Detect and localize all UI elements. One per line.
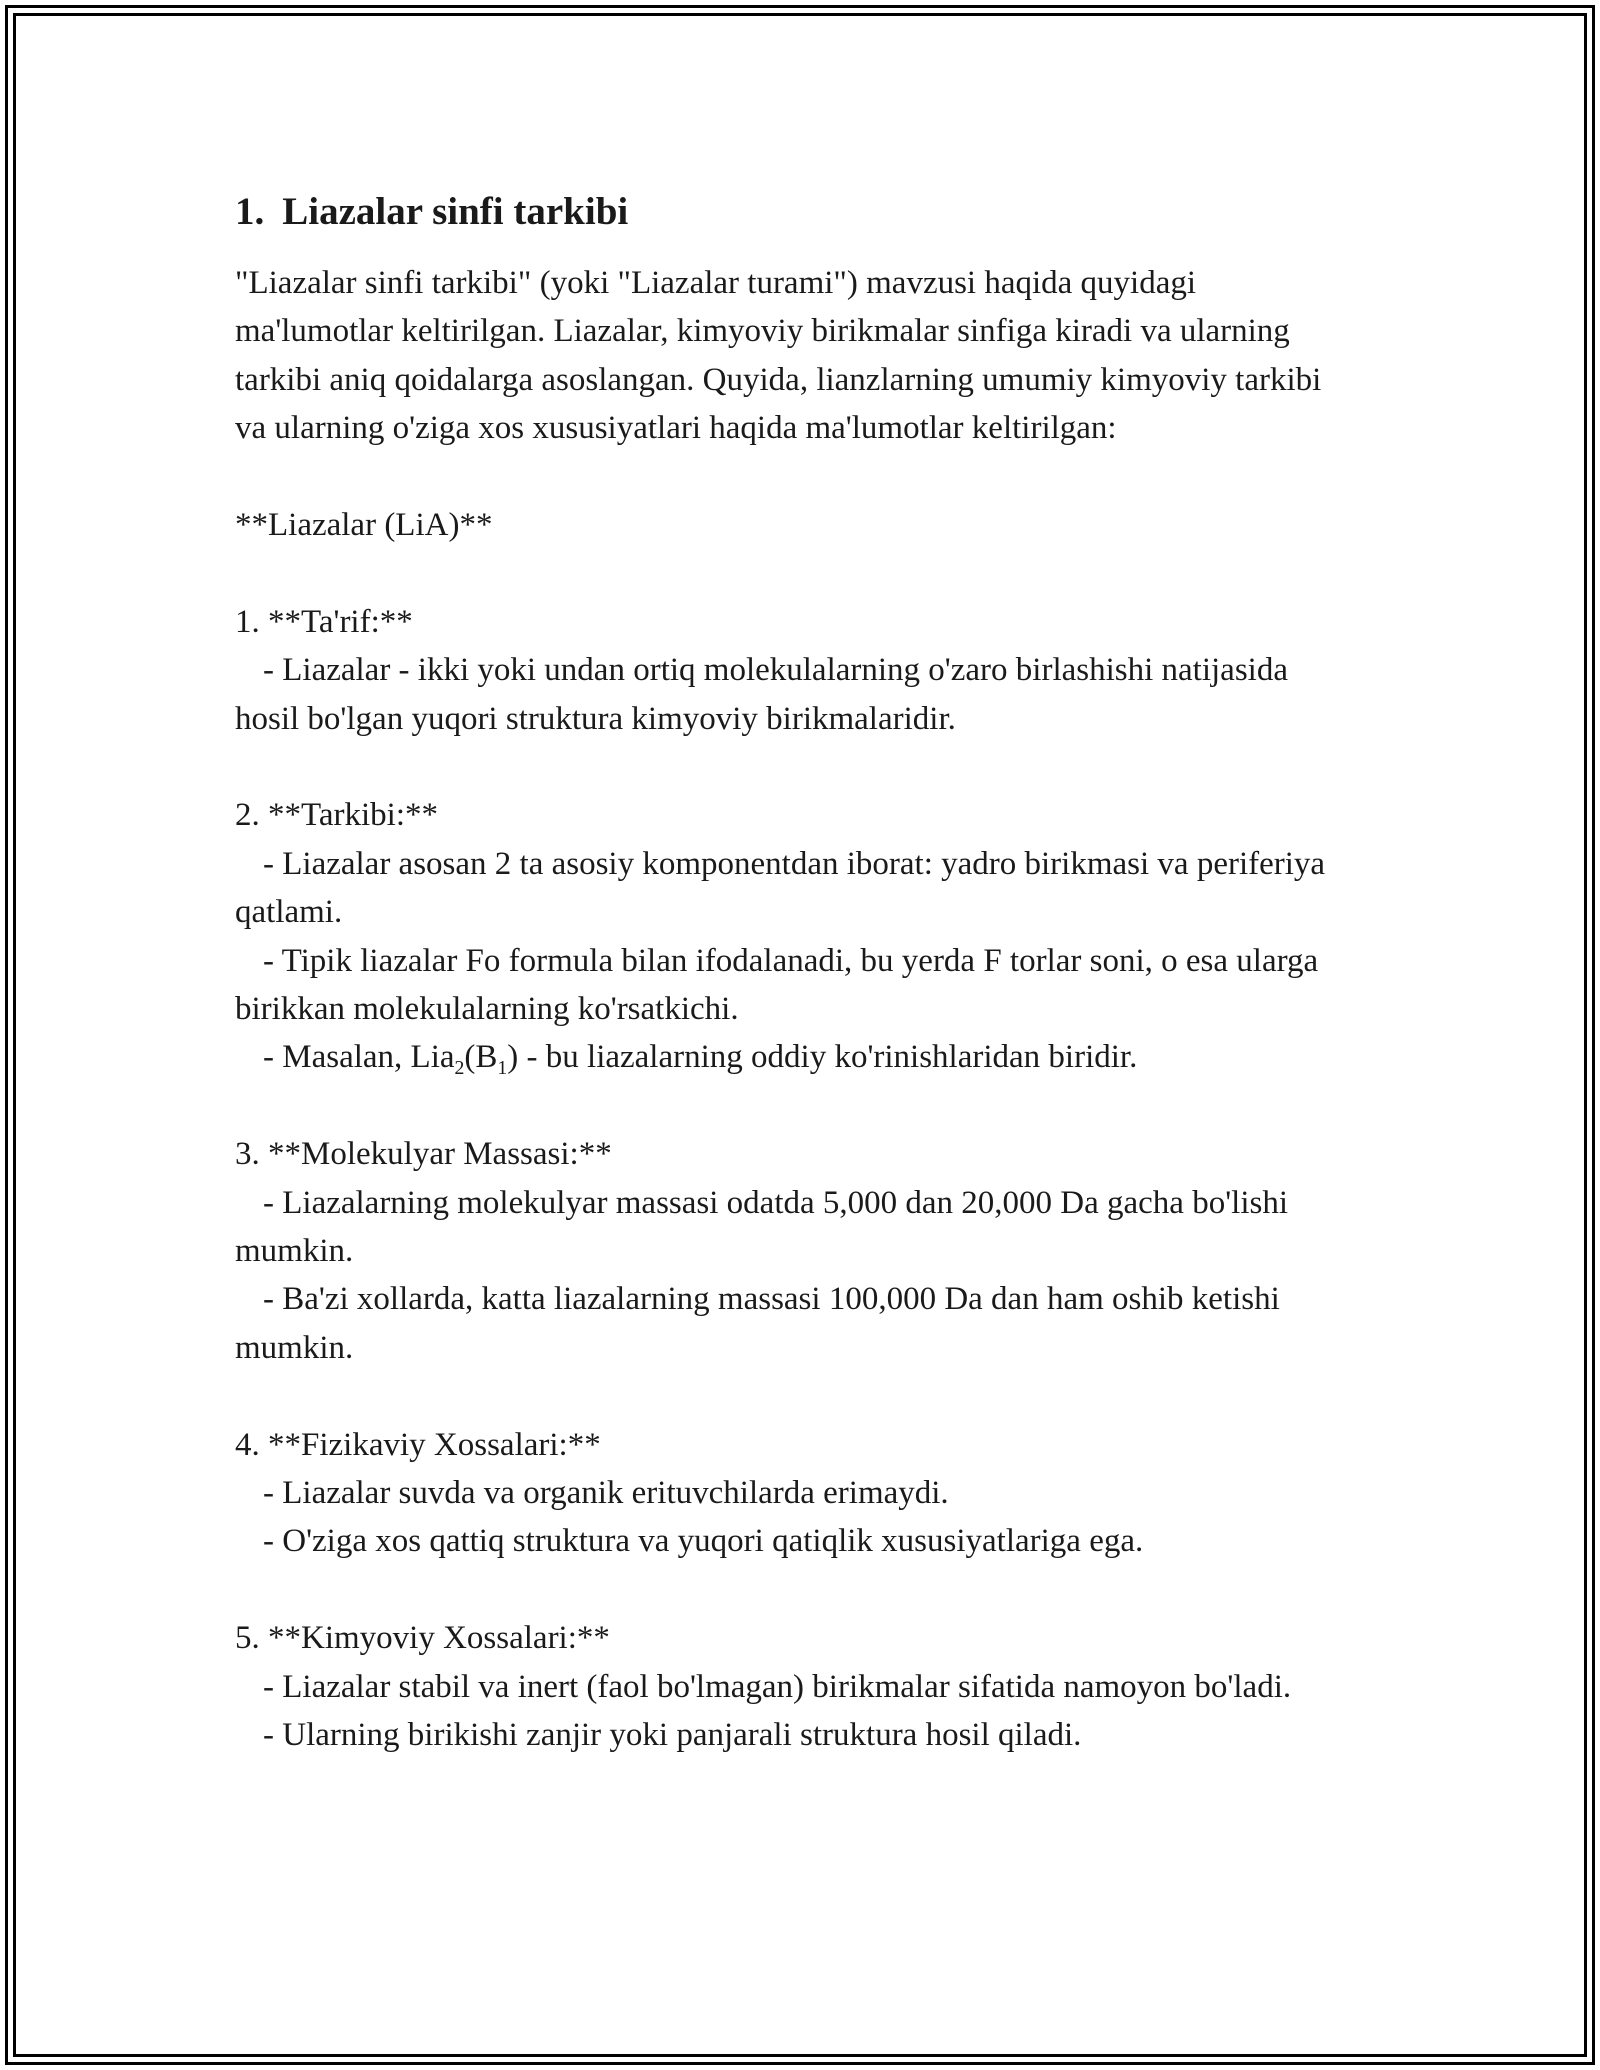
list-item: - Ba'zi xollarda, katta liazalarning massasi 100,000 Da dan ham oshib ketishi mumkin.: [235, 1281, 1280, 1366]
subject-line: **Liazalar (LiA)**: [235, 507, 493, 544]
list-item: - Liazalar suvda va organik erituvchilarda erimaydi.: [263, 1475, 949, 1512]
section-title-composition: 2. **Tarkibi:**: [235, 797, 438, 834]
list-item: - Liazalarning molekulyar massasi odatda 5,000 dan 20,000 Da gacha bo'lishi mumkin.: [235, 1184, 1288, 1270]
list-item: - Tipik liazalar Fo formula bilan ifodalanadi, bu yerda F torlar soni, o esa ularga birikkan molekulalarning ko'rsatkichi.: [235, 942, 1319, 1028]
list-item: - Liazalar asosan 2 ta asosiy komponentdan iborat: yadro birikmasi va periferiya qatlami.: [235, 845, 1326, 931]
section-title-molecular-mass: 3. **Molekulyar Massasi:**: [235, 1136, 612, 1173]
list-item: - O'ziga xos qattiq struktura va yuqori qatiqlik xususiyatlariga ega.: [263, 1523, 1144, 1560]
intro-paragraph: "Liazalar sinfi tarkibi" (yoki "Liazalar turami") mavzusi haqida quyidagi ma'lumotlar keltirilgan. Liazalar, kimyoviy birikmalar sinfiga kiradi va ularning tarkibi aniq qoidalarga asoslangan. Quyida, lianzlarning umumiy kimyoviy tarkibi va ularning o'ziga xos xususiyatlari haqida ma'lumotlar keltirilgan:: [235, 265, 1322, 447]
section-title-chemical-properties: 5. **Kimyoviy Xossalari:**: [235, 1620, 610, 1657]
document-body: [235, 186, 1355, 1760]
list-item: - Ularning birikishi zanjir yoki panjarali struktura hosil qiladi.: [263, 1717, 1082, 1754]
list-item: - Liazalar stabil va inert (faol bo'lmagan) birikmalar sifatida namoyon bo'ladi.: [263, 1668, 1292, 1705]
list-item-formula: - Masalan, $Lia_2(B_1)$ - bu liazalarning oddiy ko'rinishlaridan biridir.: [263, 1039, 1138, 1080]
heading-number: 1.: [235, 190, 265, 233]
section-title-physical-properties: 4. **Fizikaviy Xossalari:**: [235, 1426, 601, 1463]
heading-title: Liazalar sinfi tarkibi: [282, 190, 629, 233]
section-heading: [235, 186, 1355, 238]
section-title-definition: 1. **Ta'rif:**: [235, 603, 413, 640]
list-item: - Liazalar - ikki yoki undan ortiq molekulalarning o'zaro birlashishi natijasida hosil bo'lgan yuqori struktura kimyoviy birikmalaridir.: [235, 652, 1288, 737]
